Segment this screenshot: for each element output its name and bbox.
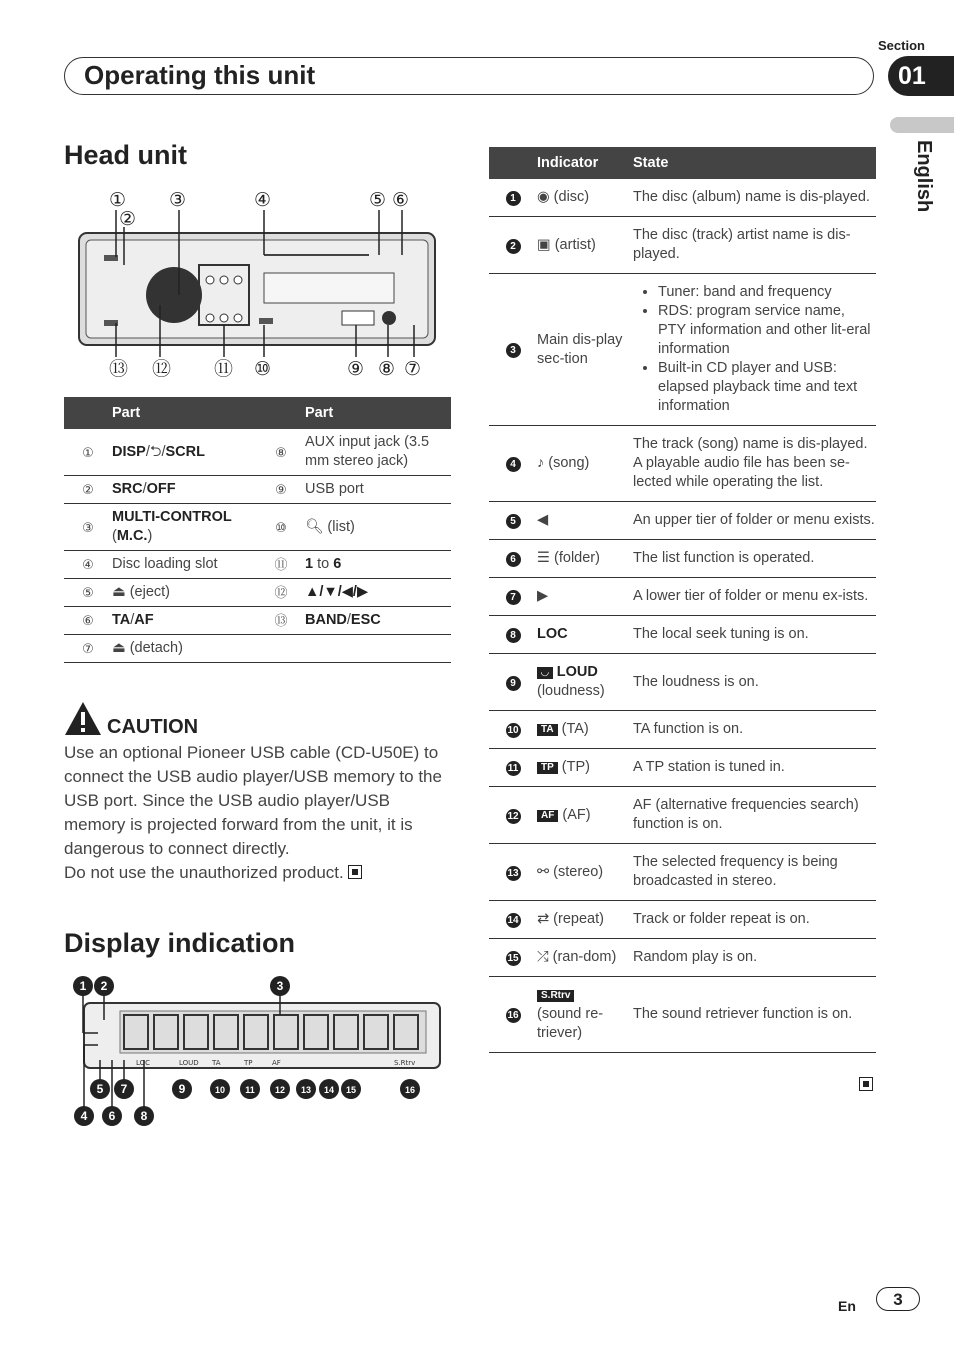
part-number: ⑩ [257, 504, 305, 551]
parts-col-header-2: Part [305, 397, 451, 429]
indicator-state: An upper tier of folder or menu exists. [633, 502, 876, 540]
indicator-number: 9 [489, 654, 537, 711]
table-row [489, 540, 876, 578]
display-callout [134, 1106, 154, 1126]
display-callout [102, 1106, 122, 1126]
display-indication-heading: Display indication [64, 928, 296, 958]
caution-paragraph: Use an optional Pioneer USB cable (CD-U50E) to connect the USB audio player/USB memory to the USB port. Since the USB audio player/USB memory is projected forward from the unit, it is dangerous to connect directly. [64, 743, 442, 858]
callout-11: ⑪ [214, 358, 234, 380]
head-unit-heading: Head unit [64, 140, 188, 170]
display-callout [400, 1079, 420, 1099]
table-row [64, 579, 451, 607]
table-row [489, 502, 876, 540]
display-callout [210, 1079, 230, 1099]
svg-text:9: 9 [178, 1082, 186, 1096]
indicator-number: 11 [489, 749, 537, 787]
callout-10: ⑩ [254, 358, 272, 380]
indicator-number: 6 [489, 540, 537, 578]
part-number: ② [64, 476, 112, 504]
indicator-name: ▣ (artist) [537, 217, 633, 274]
table-row [489, 578, 876, 616]
indicator-number: 16 [489, 977, 537, 1053]
callout-7: ⑦ [404, 358, 422, 380]
part-name: TA/AF [112, 607, 257, 635]
part-name: Disc loading slot [112, 551, 257, 579]
table-row [489, 711, 876, 749]
svg-text:5: 5 [96, 1082, 104, 1096]
display-callout [341, 1079, 361, 1099]
callout-3: ③ [169, 189, 187, 211]
table-row [489, 787, 876, 844]
callout-2: ② [119, 208, 137, 230]
svg-text:1: 1 [79, 979, 87, 993]
display-callout [94, 976, 114, 996]
indicator-number: 4 [489, 426, 537, 502]
part-number: ① [64, 429, 112, 476]
page-number: 3 [876, 1287, 920, 1311]
table-row [64, 607, 451, 635]
indicator-name: Main dis-play sec-tion [537, 274, 633, 426]
table-row [489, 217, 876, 274]
indicator-state: Random play is on. [633, 939, 876, 977]
indicator-table [489, 147, 876, 1053]
svg-text:12: 12 [274, 1085, 286, 1095]
indicator-name: ☰ (folder) [537, 540, 633, 578]
indicator-number: 5 [489, 502, 537, 540]
part-name: 🔍︎ (list) [305, 504, 451, 551]
state-col-header: State [633, 147, 876, 179]
end-mark [859, 1077, 873, 1095]
part-name: BAND/ESC [305, 607, 451, 635]
indicator-number: 14 [489, 901, 537, 939]
part-name: ▲/▼/◀/▶ [305, 579, 451, 607]
indicator-number: 15 [489, 939, 537, 977]
indicator-state: The disc (album) name is dis-played. [633, 179, 876, 217]
part-number: ⑧ [257, 429, 305, 476]
part-name: SRC/OFF [112, 476, 257, 504]
indicator-number: 8 [489, 616, 537, 654]
svg-text:3: 3 [276, 979, 284, 993]
svg-text:14: 14 [323, 1085, 335, 1095]
indicator-name: ▶ [537, 578, 633, 616]
svg-text:8: 8 [140, 1109, 148, 1123]
warning-icon [64, 700, 102, 736]
part-name: USB port [305, 476, 451, 504]
table-row [489, 844, 876, 901]
table-row [64, 635, 451, 663]
page-title: Operating this unit [84, 60, 316, 90]
indicator-name: TA (TA) [537, 711, 633, 749]
part-number: ⑨ [257, 476, 305, 504]
callout-1: ① [109, 189, 127, 211]
indicator-state: Track or folder repeat is on. [633, 901, 876, 939]
svg-text:AF: AF [272, 1059, 281, 1067]
table-row [64, 476, 451, 504]
part-name: AUX input jack (3.5 mm stereo jack) [305, 429, 451, 476]
table-row [64, 504, 451, 551]
display-callout [114, 1079, 134, 1099]
callout-6: ⑥ [392, 189, 410, 211]
caution-text [64, 741, 454, 885]
part-number: ⑬ [257, 607, 305, 635]
part-name: ⏏ (eject) [112, 579, 257, 607]
section-number: 01 [888, 56, 954, 96]
table-row [64, 429, 451, 476]
svg-text:TP: TP [244, 1059, 253, 1067]
footer-language: En [838, 1298, 856, 1314]
indicator-state: AF (alternative frequencies search) function is on. [633, 787, 876, 844]
indicator-number: 10 [489, 711, 537, 749]
part-number [257, 635, 305, 663]
display-diagram [64, 975, 454, 1135]
language-label: English [913, 140, 935, 213]
indicator-number: 1 [489, 179, 537, 217]
head-unit-diagram [64, 185, 454, 380]
indicator-col-header: Indicator [537, 147, 633, 179]
part-name: MULTI-CONTROL (M.C.) [112, 504, 257, 551]
indicator-name: ◡ LOUD (loudness) [537, 654, 633, 711]
indicator-state: A TP station is tuned in. [633, 749, 876, 787]
svg-text:4: 4 [80, 1109, 88, 1123]
display-callout [172, 1079, 192, 1099]
table-row [489, 901, 876, 939]
svg-text:13: 13 [300, 1085, 312, 1095]
part-number: ⑦ [64, 635, 112, 663]
indicator-state: The disc (track) artist name is dis-played. [633, 217, 876, 274]
indicator-state: The sound retriever function is on. [633, 977, 876, 1053]
part-number: ④ [64, 551, 112, 579]
indicator-number: 13 [489, 844, 537, 901]
language-tab [890, 117, 954, 133]
indicator-state: The loudness is on. [633, 654, 876, 711]
svg-text:16: 16 [404, 1085, 416, 1095]
display-callout [319, 1079, 339, 1099]
display-callout [73, 976, 93, 996]
display-callout [74, 1106, 94, 1126]
svg-text:11: 11 [245, 1085, 255, 1095]
indicator-number: 7 [489, 578, 537, 616]
indicator-state: The selected frequency is being broadcasted in stereo. [633, 844, 876, 901]
indicator-number: 2 [489, 217, 537, 274]
svg-text:2: 2 [100, 979, 108, 993]
callout-4: ④ [254, 189, 272, 211]
indicator-state: The list function is operated. [633, 540, 876, 578]
indicator-state: A lower tier of folder or menu ex-ists. [633, 578, 876, 616]
svg-text:10: 10 [214, 1085, 226, 1095]
indicator-name: ♪ (song) [537, 426, 633, 502]
display-callout [296, 1079, 316, 1099]
indicator-state: The track (song) name is dis-played. A playable audio file has been se-lected while operating the list. [633, 426, 876, 502]
indicator-name: ⚯ (stereo) [537, 844, 633, 901]
part-name: 1 to 6 [305, 551, 451, 579]
svg-text:LOC: LOC [136, 1059, 151, 1067]
end-mark-icon [348, 865, 362, 879]
part-name: ⏏ (detach) [112, 635, 257, 663]
table-row [489, 179, 876, 217]
indicator-name: AF (AF) [537, 787, 633, 844]
parts-col-header-1: Part [112, 397, 257, 429]
part-number: ⑫ [257, 579, 305, 607]
table-row [64, 551, 451, 579]
table-row [489, 274, 876, 426]
table-row [489, 654, 876, 711]
indicator-number: 12 [489, 787, 537, 844]
part-number: ⑪ [257, 551, 305, 579]
table-row [489, 939, 876, 977]
indicator-name: ◉ (disc) [537, 179, 633, 217]
display-callout [270, 1079, 290, 1099]
indicator-number: 3 [489, 274, 537, 426]
table-row [489, 977, 876, 1053]
indicator-name: ⤮ (ran-dom) [537, 939, 633, 977]
table-row [489, 616, 876, 654]
svg-text:6: 6 [108, 1109, 116, 1123]
indicator-name: ◀ [537, 502, 633, 540]
part-number: ⑤ [64, 579, 112, 607]
indicator-name: ⇄ (repeat) [537, 901, 633, 939]
svg-text:TA: TA [212, 1059, 221, 1067]
indicator-state: • Tuner: band and frequency • RDS: program service name, PTY information and other lit-eral information • Built-in CD player and USB: elapsed playback time and text information [633, 274, 876, 426]
caution-heading: CAUTION [107, 716, 199, 738]
section-label: Section [878, 38, 925, 53]
svg-text:7: 7 [120, 1082, 128, 1096]
indicator-state: The local seek tuning is on. [633, 616, 876, 654]
parts-table [64, 397, 451, 663]
part-name [305, 635, 451, 663]
table-row [489, 749, 876, 787]
table-row [489, 426, 876, 502]
svg-text:S.Rtrv: S.Rtrv [394, 1059, 416, 1067]
indicator-state: TA function is on. [633, 711, 876, 749]
part-name: DISP/⮌/SCRL [112, 429, 257, 476]
callout-9: ⑨ [347, 358, 365, 380]
display-callout [270, 976, 290, 996]
part-number: ⑥ [64, 607, 112, 635]
svg-text:LOUD: LOUD [179, 1059, 199, 1067]
end-mark-icon [859, 1077, 873, 1091]
callout-13: ⑬ [109, 358, 129, 380]
part-number: ③ [64, 504, 112, 551]
callout-12: ⑫ [152, 358, 172, 380]
indicator-name: TP (TP) [537, 749, 633, 787]
indicator-name: LOC [537, 616, 633, 654]
callout-5: ⑤ [369, 189, 387, 211]
svg-text:15: 15 [345, 1085, 357, 1095]
display-callout [90, 1079, 110, 1099]
display-callout [240, 1079, 260, 1099]
callout-8: ⑧ [378, 358, 396, 380]
indicator-name: S.Rtrv (sound re-triever) [537, 977, 633, 1053]
caution-paragraph-2: Do not use the unauthorized product. [64, 863, 344, 882]
